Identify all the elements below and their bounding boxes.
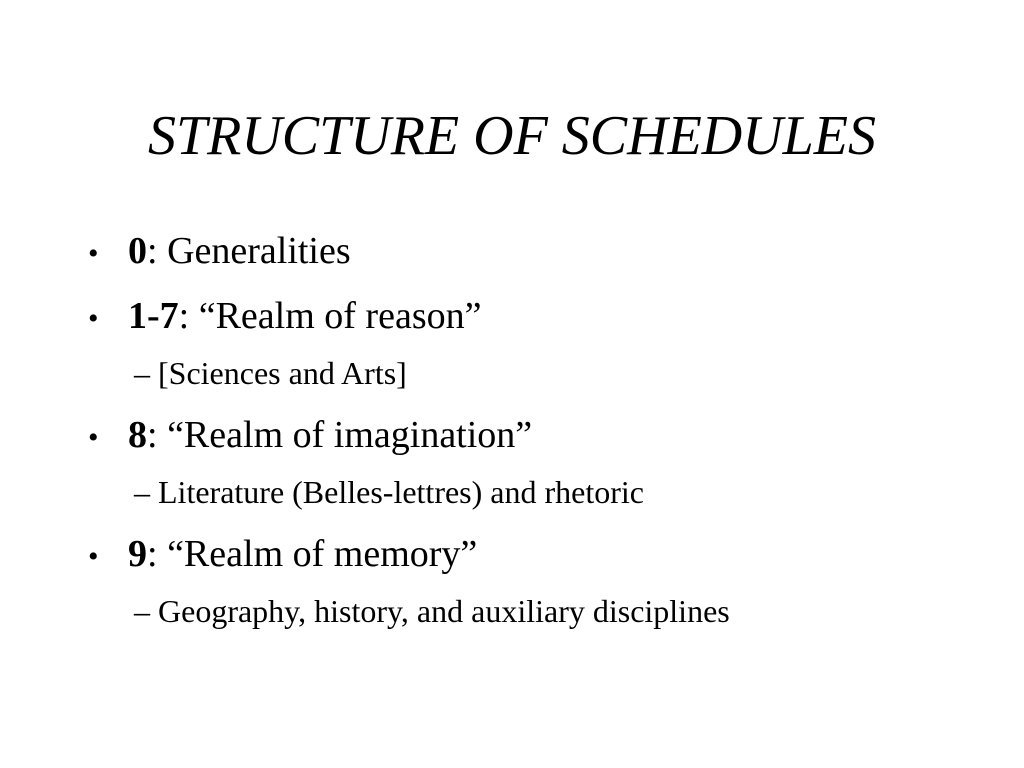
schedule-label: “Realm of imagination” <box>167 414 533 456</box>
sub-item-9 <box>134 592 968 630</box>
schedule-label: “Realm of memory” <box>167 533 478 575</box>
bullet-item-9 <box>88 531 968 580</box>
schedule-label: Generalities <box>167 230 351 272</box>
schedule-number: 1-7 <box>128 295 179 337</box>
dash-icon: – <box>134 474 150 510</box>
dash-icon: – <box>134 593 150 629</box>
bullet-item-1-7 <box>88 293 968 342</box>
bullet-icon: • <box>88 302 99 335</box>
bullet-content <box>128 293 481 339</box>
separator: : <box>147 533 168 575</box>
schedule-label: “Realm of reason” <box>198 295 482 337</box>
sub-item-1-7 <box>134 354 968 392</box>
bullet-list <box>88 228 968 650</box>
schedule-number: 8 <box>128 414 147 456</box>
bullet-item-0 <box>88 228 968 277</box>
sub-item-text: Geography, history, and auxiliary disciplines <box>158 593 730 629</box>
bullet-content <box>128 412 532 458</box>
separator: : <box>147 414 168 456</box>
bullet-item-8 <box>88 412 968 461</box>
schedule-number: 0 <box>128 230 147 272</box>
bullet-icon: • <box>88 421 99 454</box>
bullet-content <box>128 228 351 274</box>
schedule-number: 9 <box>128 533 147 575</box>
sub-item-text: [Sciences and Arts] <box>158 355 407 391</box>
bullet-content <box>128 531 477 577</box>
dash-icon: – <box>134 355 150 391</box>
sub-item-8 <box>134 473 968 511</box>
bullet-icon: • <box>88 540 99 573</box>
separator: : <box>178 295 199 337</box>
bullet-icon: • <box>88 237 99 270</box>
sub-item-text: Literature (Belles-lettres) and rhetoric <box>158 474 644 510</box>
separator: : <box>147 230 168 272</box>
slide-title: STRUCTURE OF SCHEDULES <box>147 105 877 167</box>
